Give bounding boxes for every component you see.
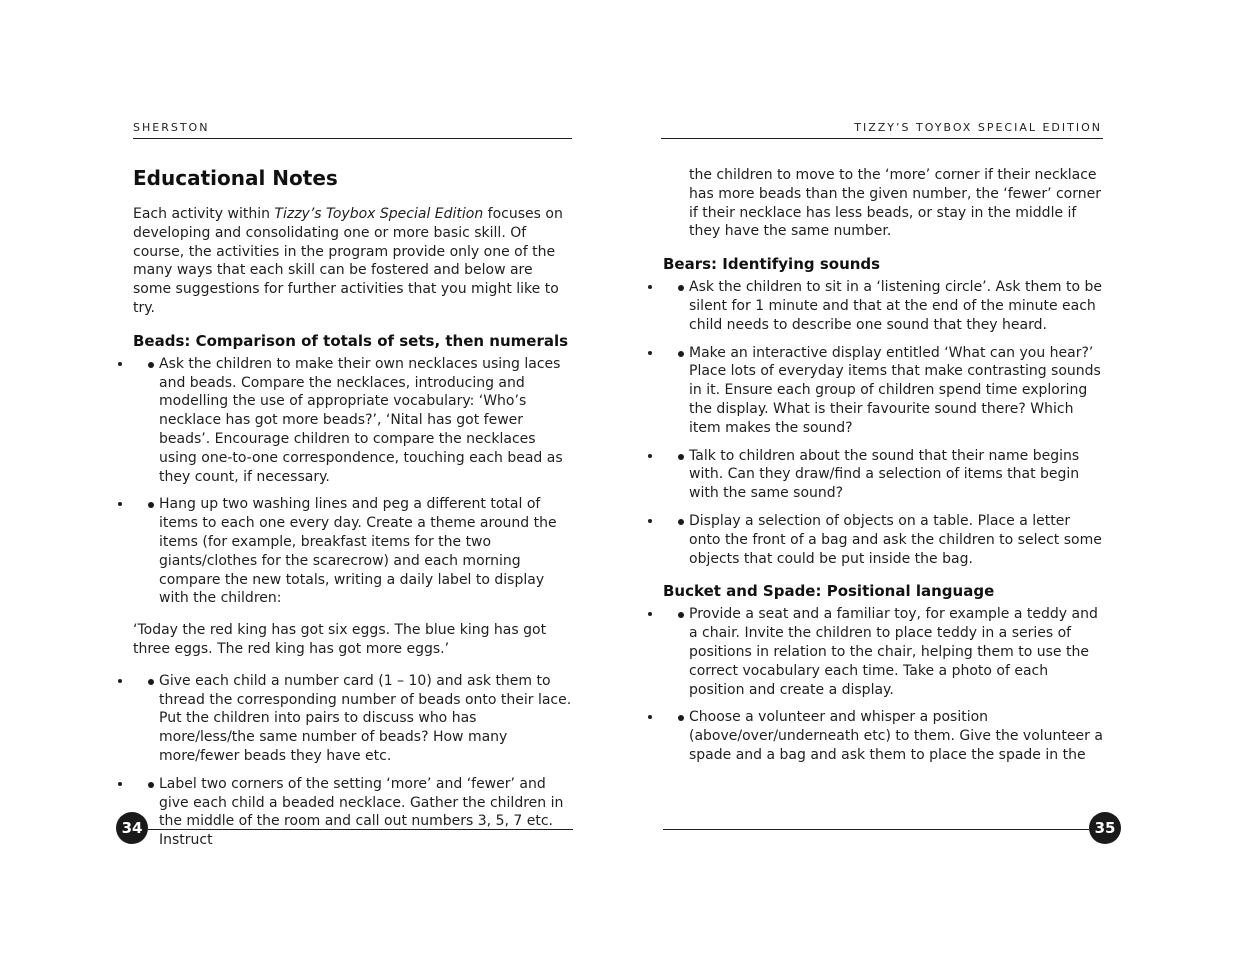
list-item: • Choose a volunteer and whisper a position (above/over/underneath etc) to them. Give the volunteer a spade and a bag and ask them to place the spade in the bbox=[663, 708, 1105, 764]
intro-text-before: Each activity within bbox=[133, 206, 275, 222]
right-page bbox=[617, 0, 1235, 954]
bears-heading: Bears: Identifying sounds bbox=[663, 255, 881, 274]
list-item: • Ask the children to sit in a ‘listening circle’. Ask them to be silent for 1 minute and that at the end of the minute each child needs to describe one sound that they heard. bbox=[663, 278, 1105, 334]
running-head-right: TIZZY’S TOYBOX SPECIAL EDITION bbox=[854, 121, 1102, 134]
left-page bbox=[0, 0, 617, 954]
intro-text-after: focuses on developing and consolidating one or more basic skill. Of course, the activities in the program provide only one of the many ways that each skill can be fostered and below are some suggestions for further activities that you might like to try. bbox=[133, 206, 563, 316]
beads-list-2 bbox=[133, 672, 575, 850]
list-item: • Give each child a number card (1 – 10) and ask them to thread the corresponding number of beads onto their lace. Put the children into pairs to discuss who has more/less/the same number of beads? How many more/fewer beads they have etc. bbox=[133, 672, 575, 766]
list-item: • Talk to children about the sound that their name begins with. Can they draw/find a selection of items that begin with the same sound? bbox=[663, 447, 1105, 503]
footer-rule-left bbox=[148, 829, 573, 830]
list-item: • Hang up two washing lines and peg a different total of items to each one every day. Create a theme around the items (for example, breakfast items for the two giants/clothes for the scarecrow) and each morning compare the new totals, writing a daily label to display with the children: bbox=[133, 495, 575, 608]
list-item: • Label two corners of the setting ‘more’ and ‘fewer’ and give each child a beaded necklace. Gather the children in the middle of the room and call out numbers 3, 5, 7 etc. Instruct bbox=[133, 775, 575, 850]
quote-paragraph: ‘Today the red king has got six eggs. The blue king has got three eggs. The red king has got more eggs.’ bbox=[133, 622, 547, 657]
page-number-left: 34 bbox=[116, 812, 148, 844]
running-head-left: SHERSTON bbox=[133, 121, 210, 134]
list-item: • Make an interactive display entitled ‘What can you hear?’ Place lots of everyday items that make contrasting sounds in it. Ensure each group of children spend time exploring the display. What is their favourite sound there? Which item makes the sound? bbox=[663, 344, 1105, 438]
footer-rule-right bbox=[663, 829, 1089, 830]
list-item: • Display a selection of objects on a table. Place a letter onto the front of a bag and ask the children to select some objects that could be put inside the bag. bbox=[663, 512, 1105, 568]
page-title: Educational Notes bbox=[133, 166, 338, 190]
list-item: • Provide a seat and a familiar toy, for example a teddy and a chair. Invite the children to place teddy in a series of positions in relation to the chair, helping them to use the correct vocabulary each time. Take a photo of each position and create a display. bbox=[663, 605, 1105, 699]
continued-paragraph: the children to move to the ‘more’ corner if their necklace has more beads than the given number, the ‘fewer’ corner if their necklace has less beads, or stay in the middle if they have the same number. bbox=[689, 167, 1102, 240]
product-name-italic: Tizzy’s Toybox Special Edition bbox=[274, 206, 484, 222]
bucket-list bbox=[663, 605, 1105, 764]
bears-list bbox=[663, 278, 1105, 568]
header-rule-left bbox=[133, 138, 572, 139]
intro-paragraph bbox=[133, 205, 575, 318]
left-page-content bbox=[133, 164, 575, 863]
list-item: • Ask the children to make their own necklaces using laces and beads. Compare the necklaces, introducing and modelling the use of appropriate vocabulary: ‘Who’s necklace has got more beads?’, ‘Nital has got fewer beads’. Encourage children to compare the necklaces using one-to-one correspondence, touching each bead as they count, if necessary. bbox=[133, 355, 575, 487]
page-number-right: 35 bbox=[1089, 812, 1121, 844]
beads-heading: Beads: Comparison of totals of sets, then numerals bbox=[133, 331, 569, 350]
right-page-content bbox=[663, 166, 1105, 778]
header-rule-right bbox=[661, 138, 1103, 139]
beads-list bbox=[133, 355, 575, 608]
bucket-heading: Bucket and Spade: Positional language bbox=[663, 582, 995, 601]
